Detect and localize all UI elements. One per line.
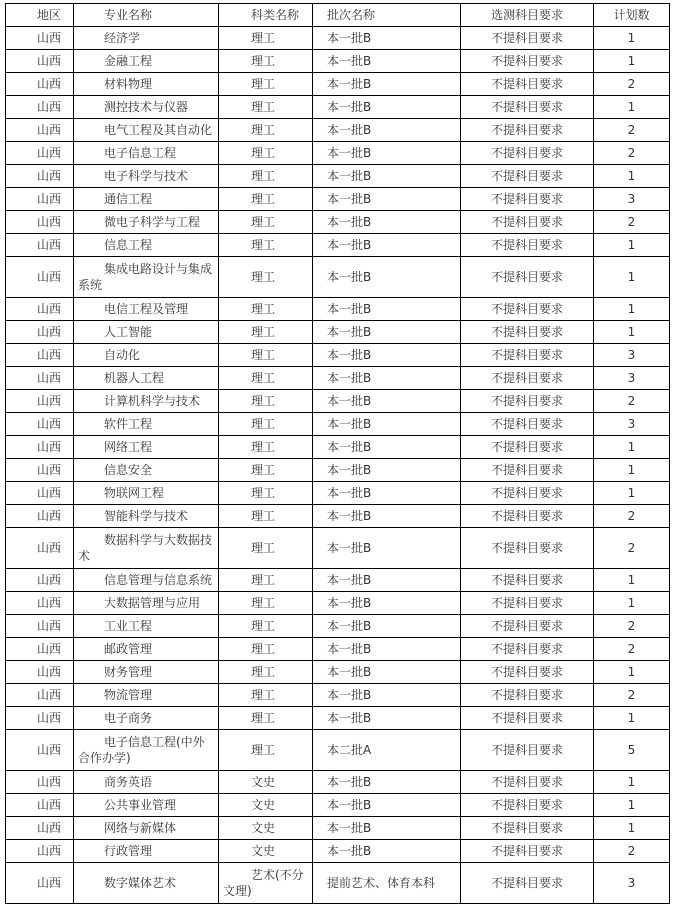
table-row [6, 165, 670, 188]
requirement-cell: 不提科目要求 [461, 257, 594, 298]
region-cell: 山西 [6, 661, 74, 684]
batch-cell: 本一批B [313, 188, 461, 211]
batch-cell: 本一批B [313, 505, 461, 528]
requirement-cell: 不提科目要求 [461, 863, 594, 904]
major-cell: 财务管理 [74, 661, 219, 684]
plan-count-cell: 3 [594, 863, 670, 904]
requirement-cell: 不提科目要求 [461, 321, 594, 344]
requirement-cell: 不提科目要求 [461, 27, 594, 50]
region-cell: 山西 [6, 119, 74, 142]
major-cell: 商务英语 [74, 771, 219, 794]
category-cell: 理工 [219, 321, 313, 344]
enrollment-plan-table [5, 3, 670, 904]
plan-count-cell: 1 [594, 234, 670, 257]
batch-cell: 本一批B [313, 817, 461, 840]
batch-cell: 本一批B [313, 840, 461, 863]
plan-count-cell: 2 [594, 73, 670, 96]
major-cell: 经济学 [74, 27, 219, 50]
batch-cell: 本一批B [313, 142, 461, 165]
region-cell: 山西 [6, 592, 74, 615]
table-row [6, 505, 670, 528]
category-cell: 理工 [219, 661, 313, 684]
category-cell: 理工 [219, 390, 313, 413]
table-row [6, 321, 670, 344]
plan-count-cell: 3 [594, 188, 670, 211]
table-row [6, 27, 670, 50]
requirement-cell: 不提科目要求 [461, 50, 594, 73]
category-cell: 理工 [219, 569, 313, 592]
table-row [6, 142, 670, 165]
major-cell: 材料物理 [74, 73, 219, 96]
region-cell: 山西 [6, 390, 74, 413]
header-region: 地区 [6, 4, 74, 27]
batch-cell: 本一批B [313, 50, 461, 73]
region-cell: 山西 [6, 459, 74, 482]
category-cell: 理工 [219, 707, 313, 730]
plan-count-cell: 2 [594, 615, 670, 638]
batch-cell: 本一批B [313, 234, 461, 257]
region-cell: 山西 [6, 413, 74, 436]
header-major: 专业名称 [74, 4, 219, 27]
table-row [6, 390, 670, 413]
requirement-cell: 不提科目要求 [461, 482, 594, 505]
major-cell: 公共事业管理 [74, 794, 219, 817]
category-cell: 理工 [219, 730, 313, 771]
batch-cell: 本一批B [313, 615, 461, 638]
plan-count-cell: 2 [594, 505, 670, 528]
batch-cell: 本一批B [313, 661, 461, 684]
major-cell: 物联网工程 [74, 482, 219, 505]
category-cell: 文史 [219, 817, 313, 840]
plan-count-cell: 2 [594, 528, 670, 569]
batch-cell: 本一批B [313, 413, 461, 436]
table-row [6, 211, 670, 234]
plan-count-cell: 1 [594, 257, 670, 298]
category-cell: 理工 [219, 119, 313, 142]
region-cell: 山西 [6, 321, 74, 344]
requirement-cell: 不提科目要求 [461, 367, 594, 390]
table-row [6, 436, 670, 459]
batch-cell: 本一批B [313, 119, 461, 142]
plan-count-cell: 3 [594, 367, 670, 390]
plan-count-cell: 1 [594, 707, 670, 730]
batch-cell: 本一批B [313, 298, 461, 321]
table-row [6, 119, 670, 142]
major-cell: 数据科学与大数据技术 [74, 528, 219, 569]
requirement-cell: 不提科目要求 [461, 73, 594, 96]
batch-cell: 本一批B [313, 528, 461, 569]
requirement-cell: 不提科目要求 [461, 413, 594, 436]
plan-count-cell: 1 [594, 459, 670, 482]
region-cell: 山西 [6, 482, 74, 505]
batch-cell: 本一批B [313, 321, 461, 344]
category-cell: 理工 [219, 592, 313, 615]
region-cell: 山西 [6, 211, 74, 234]
major-cell: 软件工程 [74, 413, 219, 436]
table-row [6, 528, 670, 569]
category-cell: 理工 [219, 142, 313, 165]
requirement-cell: 不提科目要求 [461, 730, 594, 771]
plan-count-cell: 1 [594, 661, 670, 684]
table-row [6, 661, 670, 684]
region-cell: 山西 [6, 817, 74, 840]
plan-count-cell: 3 [594, 344, 670, 367]
category-cell: 艺术(不分文理) [219, 863, 313, 904]
requirement-cell: 不提科目要求 [461, 142, 594, 165]
category-cell: 理工 [219, 413, 313, 436]
major-cell: 电气工程及其自动化 [74, 119, 219, 142]
header-plan-count: 计划数 [594, 4, 670, 27]
batch-cell: 本一批B [313, 344, 461, 367]
major-cell: 网络工程 [74, 436, 219, 459]
category-cell: 理工 [219, 482, 313, 505]
table-row [6, 298, 670, 321]
category-cell: 文史 [219, 840, 313, 863]
plan-count-cell: 1 [594, 165, 670, 188]
table-row [6, 482, 670, 505]
batch-cell: 本一批B [313, 482, 461, 505]
region-cell: 山西 [6, 730, 74, 771]
plan-count-cell: 1 [594, 482, 670, 505]
plan-count-cell: 1 [594, 592, 670, 615]
batch-cell: 本一批B [313, 390, 461, 413]
category-cell: 理工 [219, 96, 313, 119]
category-cell: 理工 [219, 344, 313, 367]
batch-cell: 本一批B [313, 257, 461, 298]
region-cell: 山西 [6, 638, 74, 661]
region-cell: 山西 [6, 188, 74, 211]
requirement-cell: 不提科目要求 [461, 344, 594, 367]
region-cell: 山西 [6, 615, 74, 638]
major-cell: 信息管理与信息系统 [74, 569, 219, 592]
region-cell: 山西 [6, 142, 74, 165]
requirement-cell: 不提科目要求 [461, 211, 594, 234]
table-row [6, 50, 670, 73]
major-cell: 邮政管理 [74, 638, 219, 661]
requirement-cell: 不提科目要求 [461, 390, 594, 413]
table-row [6, 817, 670, 840]
major-cell: 数字媒体艺术 [74, 863, 219, 904]
batch-cell: 本一批B [313, 27, 461, 50]
major-cell: 工业工程 [74, 615, 219, 638]
plan-count-cell: 5 [594, 730, 670, 771]
category-cell: 理工 [219, 367, 313, 390]
table-row [6, 459, 670, 482]
requirement-cell: 不提科目要求 [461, 707, 594, 730]
region-cell: 山西 [6, 234, 74, 257]
major-cell: 信息安全 [74, 459, 219, 482]
category-cell: 理工 [219, 615, 313, 638]
region-cell: 山西 [6, 73, 74, 96]
batch-cell: 本一批B [313, 73, 461, 96]
table-row [6, 592, 670, 615]
plan-count-cell: 1 [594, 817, 670, 840]
plan-count-cell: 1 [594, 436, 670, 459]
region-cell: 山西 [6, 165, 74, 188]
major-cell: 电信工程及管理 [74, 298, 219, 321]
category-cell: 理工 [219, 234, 313, 257]
requirement-cell: 不提科目要求 [461, 298, 594, 321]
major-cell: 人工智能 [74, 321, 219, 344]
region-cell: 山西 [6, 344, 74, 367]
plan-count-cell: 2 [594, 840, 670, 863]
table-row [6, 569, 670, 592]
category-cell: 理工 [219, 459, 313, 482]
category-cell: 理工 [219, 528, 313, 569]
major-cell: 电子科学与技术 [74, 165, 219, 188]
region-cell: 山西 [6, 50, 74, 73]
requirement-cell: 不提科目要求 [461, 188, 594, 211]
requirement-cell: 不提科目要求 [461, 165, 594, 188]
batch-cell: 本一批B [313, 367, 461, 390]
plan-count-cell: 1 [594, 771, 670, 794]
plan-count-cell: 1 [594, 50, 670, 73]
header-category: 科类名称 [219, 4, 313, 27]
region-cell: 山西 [6, 298, 74, 321]
category-cell: 理工 [219, 638, 313, 661]
requirement-cell: 不提科目要求 [461, 638, 594, 661]
plan-count-cell: 2 [594, 390, 670, 413]
category-cell: 理工 [219, 27, 313, 50]
region-cell: 山西 [6, 684, 74, 707]
region-cell: 山西 [6, 794, 74, 817]
requirement-cell: 不提科目要求 [461, 505, 594, 528]
category-cell: 理工 [219, 505, 313, 528]
major-cell: 智能科学与技术 [74, 505, 219, 528]
plan-count-cell: 2 [594, 119, 670, 142]
table-row [6, 730, 670, 771]
plan-count-cell: 2 [594, 142, 670, 165]
table-row [6, 344, 670, 367]
requirement-cell: 不提科目要求 [461, 615, 594, 638]
batch-cell: 提前艺术、体育本科 [313, 863, 461, 904]
category-cell: 理工 [219, 436, 313, 459]
batch-cell: 本一批B [313, 638, 461, 661]
header-row [6, 4, 670, 27]
plan-count-cell: 1 [594, 27, 670, 50]
major-cell: 电子信息工程 [74, 142, 219, 165]
major-cell: 信息工程 [74, 234, 219, 257]
major-cell: 机器人工程 [74, 367, 219, 390]
table-row [6, 257, 670, 298]
table-row [6, 840, 670, 863]
category-cell: 理工 [219, 73, 313, 96]
plan-count-cell: 1 [594, 569, 670, 592]
region-cell: 山西 [6, 707, 74, 730]
region-cell: 山西 [6, 840, 74, 863]
major-cell: 计算机科学与技术 [74, 390, 219, 413]
major-cell: 自动化 [74, 344, 219, 367]
category-cell: 理工 [219, 50, 313, 73]
batch-cell: 本一批B [313, 436, 461, 459]
requirement-cell: 不提科目要求 [461, 592, 594, 615]
category-cell: 理工 [219, 257, 313, 298]
requirement-cell: 不提科目要求 [461, 459, 594, 482]
table-row [6, 413, 670, 436]
requirement-cell: 不提科目要求 [461, 436, 594, 459]
region-cell: 山西 [6, 863, 74, 904]
header-subject-requirement: 选测科目要求 [461, 4, 594, 27]
plan-count-cell: 1 [594, 794, 670, 817]
requirement-cell: 不提科目要求 [461, 234, 594, 257]
table-row [6, 863, 670, 904]
region-cell: 山西 [6, 367, 74, 390]
region-cell: 山西 [6, 96, 74, 119]
region-cell: 山西 [6, 27, 74, 50]
plan-count-cell: 1 [594, 298, 670, 321]
category-cell: 文史 [219, 771, 313, 794]
plan-count-cell: 1 [594, 96, 670, 119]
requirement-cell: 不提科目要求 [461, 569, 594, 592]
category-cell: 理工 [219, 211, 313, 234]
plan-count-cell: 2 [594, 638, 670, 661]
category-cell: 理工 [219, 684, 313, 707]
category-cell: 理工 [219, 298, 313, 321]
major-cell: 通信工程 [74, 188, 219, 211]
major-cell: 物流管理 [74, 684, 219, 707]
batch-cell: 本一批B [313, 771, 461, 794]
major-cell: 行政管理 [74, 840, 219, 863]
batch-cell: 本一批B [313, 794, 461, 817]
region-cell: 山西 [6, 505, 74, 528]
requirement-cell: 不提科目要求 [461, 528, 594, 569]
category-cell: 文史 [219, 794, 313, 817]
major-cell: 测控技术与仪器 [74, 96, 219, 119]
requirement-cell: 不提科目要求 [461, 771, 594, 794]
category-cell: 理工 [219, 165, 313, 188]
batch-cell: 本一批B [313, 684, 461, 707]
region-cell: 山西 [6, 569, 74, 592]
table-row [6, 96, 670, 119]
category-cell: 理工 [219, 188, 313, 211]
plan-count-cell: 2 [594, 211, 670, 234]
table-row [6, 234, 670, 257]
region-cell: 山西 [6, 771, 74, 794]
plan-count-cell: 3 [594, 413, 670, 436]
table-row [6, 615, 670, 638]
major-cell: 电子信息工程(中外合作办学) [74, 730, 219, 771]
major-cell: 金融工程 [74, 50, 219, 73]
requirement-cell: 不提科目要求 [461, 661, 594, 684]
header-batch: 批次名称 [313, 4, 461, 27]
region-cell: 山西 [6, 528, 74, 569]
requirement-cell: 不提科目要求 [461, 840, 594, 863]
table-row [6, 771, 670, 794]
table-row [6, 73, 670, 96]
table-row [6, 638, 670, 661]
batch-cell: 本一批B [313, 165, 461, 188]
batch-cell: 本一批B [313, 211, 461, 234]
table-row [6, 794, 670, 817]
requirement-cell: 不提科目要求 [461, 794, 594, 817]
plan-count-cell: 2 [594, 684, 670, 707]
major-cell: 大数据管理与应用 [74, 592, 219, 615]
requirement-cell: 不提科目要求 [461, 119, 594, 142]
major-cell: 网络与新媒体 [74, 817, 219, 840]
table-row [6, 188, 670, 211]
table-row [6, 684, 670, 707]
table-row [6, 707, 670, 730]
region-cell: 山西 [6, 436, 74, 459]
major-cell: 集成电路设计与集成系统 [74, 257, 219, 298]
requirement-cell: 不提科目要求 [461, 96, 594, 119]
major-cell: 微电子科学与工程 [74, 211, 219, 234]
region-cell: 山西 [6, 257, 74, 298]
batch-cell: 本一批B [313, 592, 461, 615]
table-row [6, 367, 670, 390]
requirement-cell: 不提科目要求 [461, 684, 594, 707]
major-cell: 电子商务 [74, 707, 219, 730]
plan-count-cell: 1 [594, 321, 670, 344]
batch-cell: 本一批B [313, 459, 461, 482]
batch-cell: 本一批B [313, 707, 461, 730]
batch-cell: 本一批B [313, 96, 461, 119]
requirement-cell: 不提科目要求 [461, 817, 594, 840]
batch-cell: 本二批A [313, 730, 461, 771]
batch-cell: 本一批B [313, 569, 461, 592]
